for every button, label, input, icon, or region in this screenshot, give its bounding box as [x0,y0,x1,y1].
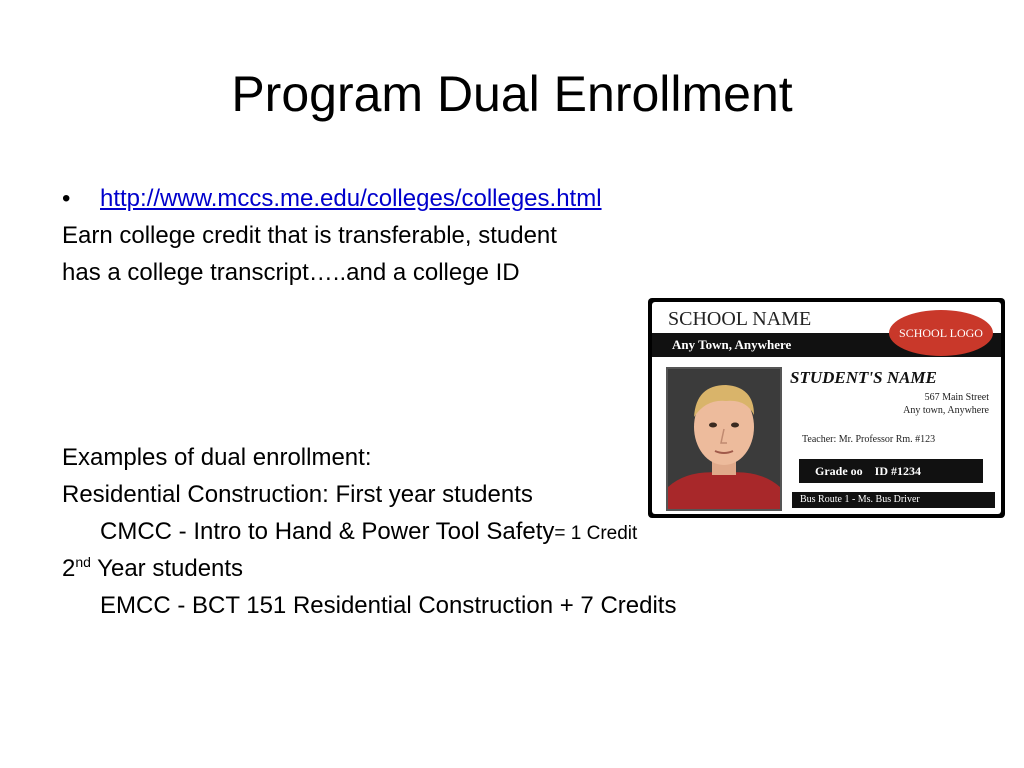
id-town: Any Town, Anywhere [672,337,792,352]
cmcc-line [62,513,762,550]
second-year-line [62,550,762,587]
id-student-name: STUDENT'S NAME [790,368,937,387]
student-id-card-image [648,298,1005,518]
id-grade-box: Grade oo ID #1234 [799,459,983,483]
cmcc-course: CMCC - Intro to Hand & Power Tool Safety [100,518,555,545]
emcc-line: EMCC - BCT 151 Residential Construction + 7 Credits [100,592,677,619]
id-card-face [652,302,1001,514]
student-portrait-icon [668,369,780,509]
examples-heading: Examples of dual enrollment: [62,444,372,471]
residential-line: Residential Construction: First year students [62,481,533,508]
credit-line-1: Earn college credit that is transferable, student [62,222,557,249]
bullet-link-line [62,180,762,217]
id-bus-route: Bus Route 1 - Ms. Bus Driver [792,492,995,508]
credit-line-2: has a college transcript…..and a college ID [62,259,520,286]
cmcc-credit: = 1 Credit [554,523,638,544]
id-school-name: SCHOOL NAME [668,308,812,330]
id-teacher: Teacher: Mr. Professor Rm. #123 [802,434,936,445]
second-year-number: 2 [62,555,76,582]
id-address-line-2: Any town, Anywhere [903,405,989,416]
school-logo: SCHOOL LOGO [889,310,993,356]
slide-title: Program Dual Enrollment [231,66,793,122]
colleges-link[interactable]: http://www.mccs.me.edu/colleges/colleges.html [100,185,602,212]
student-photo [666,367,782,511]
bullet-icon: • [62,185,71,212]
second-year-text: Year students [90,555,244,582]
id-address-line-1: 567 Main Street [924,392,989,403]
second-year-suffix: nd [75,554,91,570]
